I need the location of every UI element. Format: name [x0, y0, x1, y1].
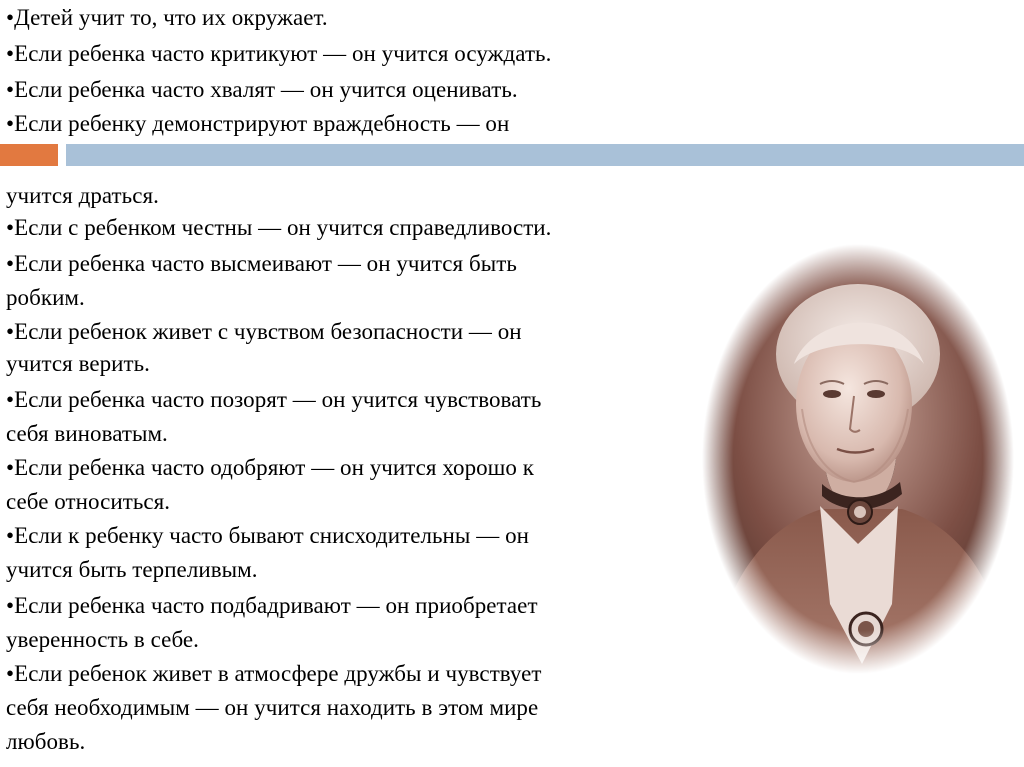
text-line: •Если к ребенку часто бывают снисходительны — он	[6, 523, 529, 548]
text-line: •Детей учит то, что их окружает.	[6, 5, 328, 30]
text-line: •Если ребенка часто хвалят — он учится оценивать.	[6, 77, 518, 102]
text-line: любовь.	[6, 729, 86, 754]
text-line: •Если ребенок живет с чувством безопасности — он	[6, 319, 522, 344]
accent-bar-orange	[0, 144, 58, 166]
text-line: себя необходимым — он учится находить в этом мире	[6, 695, 539, 720]
text-line: •Если ребенка часто одобряют — он учится хорошо к	[6, 455, 535, 480]
text-line: себе относиться.	[6, 489, 171, 514]
text-line: себя виноватым.	[6, 421, 168, 446]
text-line: •Если ребенка часто высмеивают — он учится быть	[6, 251, 517, 276]
text-line: •Если ребенка часто позорят — он учится чувствовать	[6, 387, 542, 412]
text-line: •Если ребенка часто критикуют — он учится осуждать.	[6, 41, 552, 66]
text-line: робким.	[6, 285, 85, 310]
text-line: учится верить.	[6, 351, 150, 376]
text-line: •Если ребенка часто подбадривают — он приобретает	[6, 593, 538, 618]
text-line: уверенность в себе.	[6, 627, 199, 652]
portrait-image	[702, 244, 1014, 674]
text-line: •Если с ребенком честны — он учится справедливости.	[6, 215, 552, 240]
text-line: учится быть терпеливым.	[6, 557, 258, 582]
text-line: учится драться.	[6, 183, 159, 208]
text-line: •Если ребенок живет в атмосфере дружбы и чувствует	[6, 661, 542, 686]
text-line: •Если ребенку демонстрируют враждебность — он	[6, 111, 510, 136]
accent-bar-blue	[66, 144, 1024, 166]
